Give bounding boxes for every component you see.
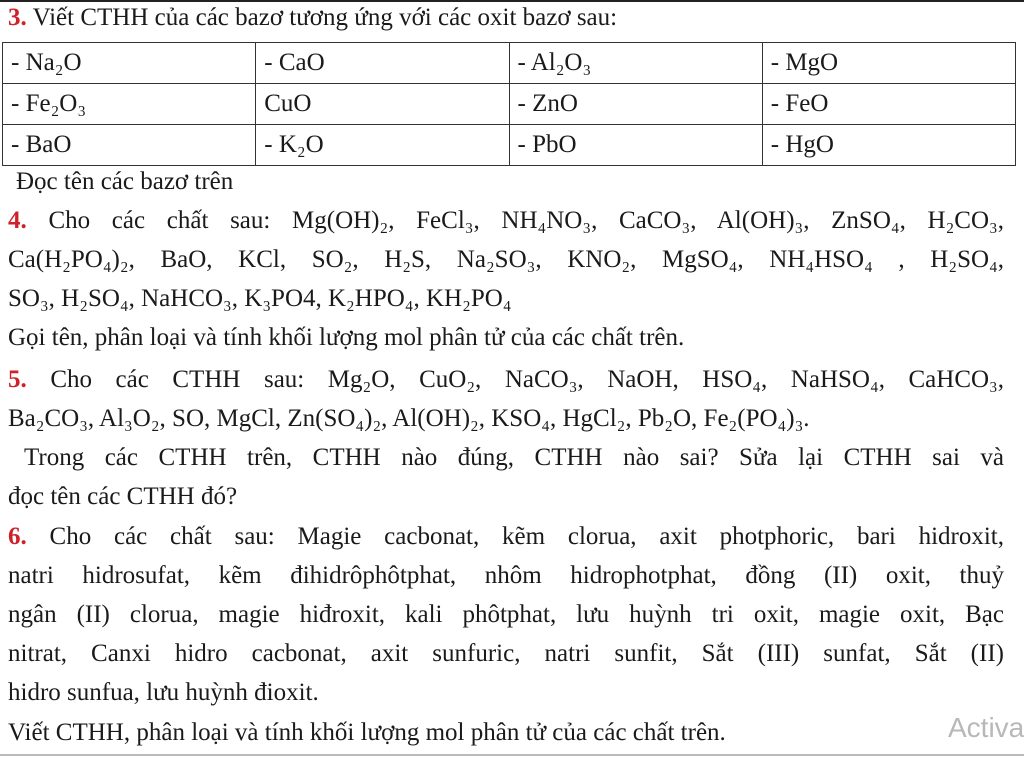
- q4-line-1: [8, 205, 1004, 238]
- table-row: [3, 125, 1016, 166]
- table-cell: CuO: [256, 84, 509, 125]
- q4-line-3: SO₃, H₂SO₄, NaHCO₃, K₃PO4, K₂HPO₄, KH₂PO₄: [8, 285, 512, 312]
- table-cell: - FeO: [762, 84, 1015, 125]
- q6-line-3: ngân (II) clorua, magie hiđroxit, kali phôtphat, lưu huỳnh tri oxit, magie oxit, Bạc: [8, 601, 1004, 628]
- table-cell: - ZnO: [509, 84, 762, 125]
- q5-number: 5.: [8, 366, 27, 393]
- q6-line-1: [8, 521, 1004, 554]
- q6-line-5: hidro sunfua, lưu huỳnh đioxit.: [8, 679, 319, 706]
- q4-number: 4.: [8, 207, 27, 234]
- q3-text: Viết CTHH của các bazơ tương ứng với các oxit bazơ sau:: [32, 4, 618, 31]
- table-cell: - Al₂O₃: [509, 43, 762, 84]
- q5-line-1: [8, 364, 1004, 397]
- oxide-table: [2, 42, 1016, 166]
- q6-line-4: nitrat, Canxi hidro cacbonat, axit sunfuric, natri sunfit, Sắt (III) sunfat, Sắt (II): [8, 640, 1004, 667]
- q5-line-3: Trong các CTHH trên, CTHH nào đúng, CTHH nào sai? Sửa lại CTHH sai và: [24, 444, 1004, 471]
- q3-number: 3.: [8, 4, 27, 31]
- q3-heading: [8, 2, 617, 35]
- q5-text-1: Cho các CTHH sau: Mg₂O, CuO₂, NaCO₃, NaOH, HSO₄, NaHSO₄, CaHCO₃,: [50, 366, 1005, 393]
- table-row: [3, 84, 1016, 125]
- table-cell: - Na₂O: [3, 43, 256, 84]
- q3-after-text: Đọc tên các bazơ trên: [16, 168, 234, 195]
- table-cell: - K₂O: [256, 125, 509, 166]
- table-cell: - BaO: [3, 125, 256, 166]
- table-cell: - MgO: [762, 43, 1015, 84]
- q4-line-4: Gọi tên, phân loại và tính khối lượng mol phân tử của các chất trên.: [8, 324, 685, 351]
- table-cell: - Fe₂O₃: [3, 84, 256, 125]
- q6-line-2: natri hidrosufat, kẽm đihidrôphôtphat, nhôm hidrophotphat, đồng (II) oxit, thuỷ: [8, 562, 1004, 589]
- q5-line-2: Ba₂CO₃, Al₃O₂, SO, MgCl, Zn(SO₄)₂, Al(OH)₂, KSO₄, HgCl₂, Pb₂O, Fe₂(PO₄)₃.: [8, 405, 810, 432]
- table-row: [3, 43, 1016, 84]
- q6-line-6: Viết CTHH, phân loại và tính khối lượng mol phân tử của các chất trên.: [8, 719, 726, 746]
- table-cell: - CaO: [256, 43, 509, 84]
- q4-text-1: Cho các chất sau: Mg(OH)₂, FeCl₃, NH₄NO₃, CaCO₃, Al(OH)₃, ZnSO₄, H₂CO₃,: [48, 207, 1004, 234]
- table-cell: - HgO: [762, 125, 1015, 166]
- q4-line-2: Ca(H₂PO₄)₂, BaO, KCl, SO₂, H₂S, Na₂SO₃, KNO₂, MgSO₄, NH₄HSO₄ , H₂SO₄,: [8, 246, 1004, 273]
- q5-line-4: đọc tên các CTHH đó?: [8, 483, 238, 510]
- q6-number: 6.: [8, 523, 27, 550]
- bottom-rule: [0, 754, 1024, 756]
- table-cell: - PbO: [509, 125, 762, 166]
- activation-watermark: Activa: [948, 712, 1024, 743]
- q6-text-1: Cho các chất sau: Magie cacbonat, kẽm clorua, axit photphoric, bari hidroxit,: [49, 523, 1005, 550]
